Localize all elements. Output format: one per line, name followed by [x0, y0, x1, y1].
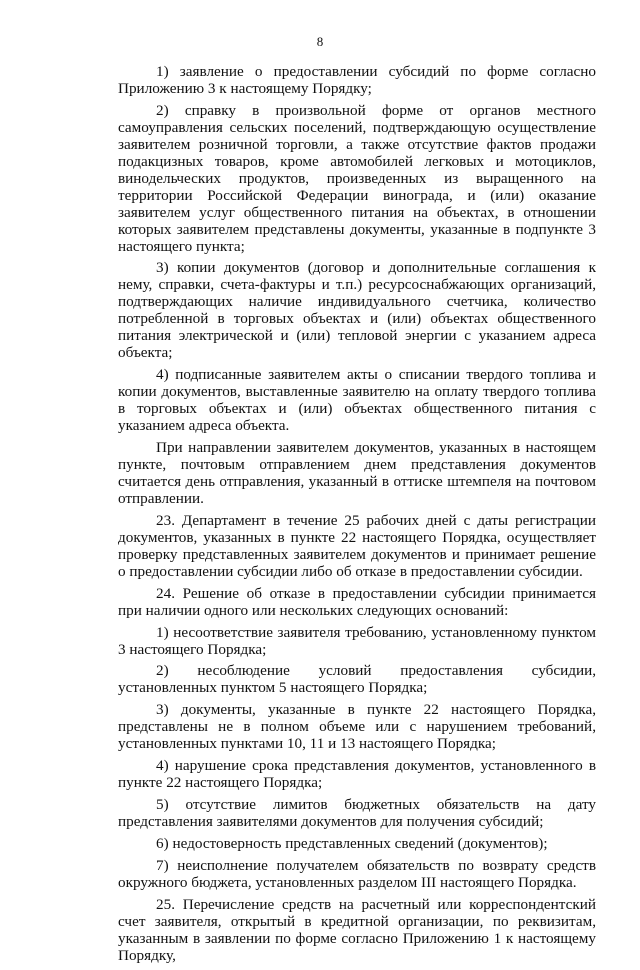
paragraph: 1) заявление о предоставлении субсидий по форме согласно Приложению 3 к настоящему Порядку; — [118, 63, 596, 97]
paragraph: 1) несоответствие заявителя требованию, установленному пунктом 3 настоящего Порядка; — [118, 623, 596, 658]
paragraph: 4) нарушение срока представления документов, установленного в пункте 22 настоящего Порядка; — [118, 757, 596, 792]
paragraph: 24. Решение об отказе в предоставлении субсидии принимается при наличии одного или нескольких следующих оснований: — [118, 584, 596, 619]
paragraph: 4) подписанные заявителем акты о списании твердого топлива и копии документов, выставленные заявителю на оплату твердого топлива в торговых объектах и (или) объектах общественного питания с указанием адреса объекта. — [118, 366, 596, 435]
paragraph: 6) недостоверность представленных сведений (документов); — [156, 835, 548, 853]
paragraph: При направлении заявителем документов, указанных в настоящем пункте, почтовым отправлением днем представления документов считается день отправления, указанный в оттиске штемпеля на почтовом отправлении. — [118, 439, 596, 507]
paragraph: 3) документы, указанные в пункте 22 настоящего Порядка, представлены не в полном объеме или с нарушением требований, установленных пунктами 10, 11 и 13 настоящего Порядка; — [118, 701, 596, 753]
paragraph: 23. Департамент в течение 25 рабочих дней с даты регистрации документов, указанных в пункте 22 настоящего Порядка, осуществляет проверку представленных заявителем документов и принимает решение о предоставлении субсидии либо об отказе в предоставлении субсидии. — [118, 511, 596, 580]
paragraph: 5) отсутствие лимитов бюджетных обязательств на дату представления заявителями документов для получения субсидий; — [118, 796, 596, 831]
paragraph: 7) неисполнение получателем обязательств по возврату средств окружного бюджета, установленных разделом III настоящего Порядка. — [118, 856, 596, 891]
paragraph: 25. Перечисление средств на расчетный или корреспондентский счет заявителя, открытый в кредитной организации, по реквизитам, указанным в заявлении по форме согласно Приложению 1 к настоящему Порядку, — [118, 895, 596, 964]
page-number: 8 — [316, 34, 324, 49]
paragraph: 3) копии документов (договор и дополнительные соглашения к нему, справки, счета-фактуры и т.п.) ресурсоснабжающих организаций, подтверждающих наличие индивидуального счетчика, количество потребленной в торговых объектах и (или) объектах общественного питания электрической и (или) тепловой энергии с указанием адреса объекта; — [118, 259, 596, 362]
paragraph: 2) несоблюдение условий предоставления субсидии, установленных пунктом 5 настоящего Порядка; — [118, 662, 596, 697]
paragraph: 2) справку в произвольной форме от органов местного самоуправления сельских поселений, подтверждающую осуществление заявителем розничной торговли, а также отсутствие фактов продажи подакцизных товаров, кроме автомобилей легковых и мотоциклов, винодельческих продуктов, произведенных из выращенного на территории Российской Федерации винограда, и (или) оказание заявителем услуг общественного питания на объектах, в отношении которых заявителем представлены документы, указанные в подпункте 3 настоящего пункта; — [118, 101, 596, 255]
document-body — [118, 64, 596, 970]
